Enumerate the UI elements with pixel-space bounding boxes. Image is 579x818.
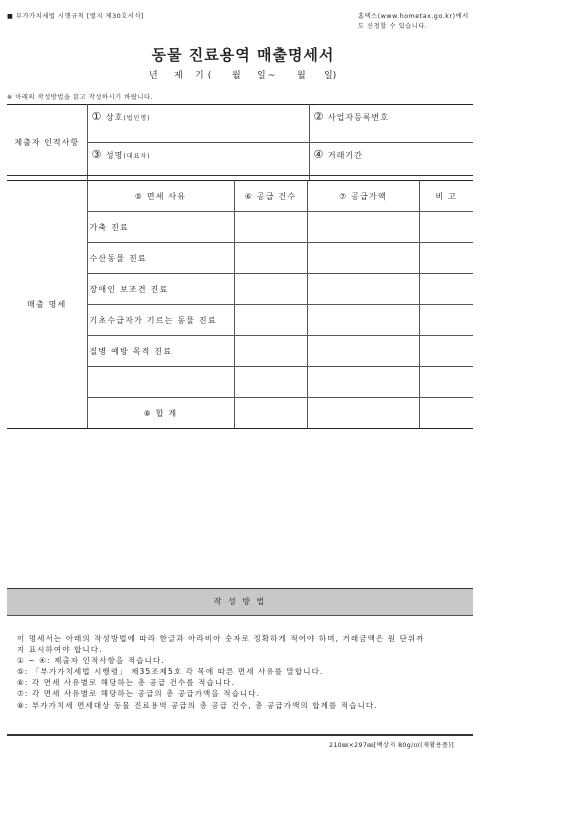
instructions-body: [17, 633, 473, 711]
total-value-cell[interactable]: [307, 398, 419, 429]
supply-value-cell[interactable]: [307, 336, 419, 367]
total-count-cell[interactable]: [234, 398, 307, 429]
submitter-info-table: [7, 104, 473, 181]
header-exemption-reason: ⑤ 면세 사유: [87, 181, 234, 212]
period-day-end: 일): [324, 71, 337, 81]
sales-section-label: 매출 명세: [7, 181, 87, 429]
submitter-section-label: 제출자 인적사항: [7, 105, 87, 181]
instructions-header: [7, 588, 473, 616]
period-day-start: 일~: [257, 71, 278, 81]
instruction-note: ※ 아래의 작성방법을 읽고 작성하시기 바랍니다.: [7, 94, 154, 101]
field-number-1: ①: [91, 110, 103, 123]
business-name-sublabel: (법인명): [123, 115, 151, 122]
period-gi: 기(: [195, 71, 216, 81]
supply-count-cell[interactable]: [234, 305, 307, 336]
business-reg-number-field[interactable]: [309, 105, 473, 143]
paper-spec: 210㎜×297㎜[백상지 80g/㎡(재활용품)]: [329, 742, 455, 749]
supply-value-cell[interactable]: [307, 243, 419, 274]
field-number-3: ③: [91, 148, 103, 161]
instruction-line: ⑤: 「부가가치세법 시행령」 제35조제5호 각 목에 따른 면세 사유를 말합니다.: [17, 667, 324, 676]
field-number-2: ②: [313, 110, 325, 123]
row-reason-assistance-dog: 장애인 보조견 진료: [87, 274, 234, 305]
period-month-end: 월: [297, 71, 306, 81]
supply-count-cell[interactable]: [234, 212, 307, 243]
row-reason-aquatic: 수산동물 진료: [87, 243, 234, 274]
total-label: ⑧ 합 계: [87, 398, 234, 429]
header-remarks: 비 고: [419, 181, 473, 212]
supply-value-cell[interactable]: [307, 305, 419, 336]
supply-count-cell[interactable]: [234, 367, 307, 398]
representative-name-label: 성명: [105, 151, 124, 160]
supply-count-cell[interactable]: [234, 274, 307, 305]
header-supply-value: ⑦ 공급가액: [307, 181, 419, 212]
remarks-cell[interactable]: [419, 305, 473, 336]
divider-rule: [7, 175, 473, 176]
page-title: 동물 진료용역 매출명세서: [151, 46, 335, 64]
reporting-period: [0, 68, 579, 80]
supply-value-cell[interactable]: [307, 367, 419, 398]
instructions-title: 작 성 방 법: [213, 597, 267, 606]
supply-count-cell[interactable]: [234, 336, 307, 367]
representative-name-sublabel: (대표자): [123, 153, 151, 160]
hometax-note-line2: 도 신청할 수 있습니다.: [358, 23, 428, 30]
business-reg-number-label: 사업자등록번호: [327, 113, 390, 122]
supply-value-cell[interactable]: [307, 274, 419, 305]
field-number-4: ④: [313, 148, 325, 161]
hometax-note-line1: 홈택스(www.hometax.go.kr)에서: [358, 13, 469, 20]
remarks-cell[interactable]: [419, 243, 473, 274]
instruction-line: 지 표시하여야 합니다.: [17, 645, 103, 654]
business-name-field[interactable]: [87, 105, 309, 143]
instruction-line: ⑥: 각 면세 사유별로 해당하는 총 공급 건수를 적습니다.: [17, 678, 236, 687]
instruction-line: ⑦: 각 면세 사유별로 해당하는 공급의 총 공급가액을 적습니다.: [17, 689, 261, 698]
instruction-line: ⑧: 부가가치세 면세대상 동물 진료용역 공급의 총 공급 건수, 총 공급가액의 합계를 적습니다.: [17, 701, 378, 710]
form-reference: ■ 부가가치세법 시행규칙 [별지 제30호서식]: [7, 13, 145, 20]
period-year: 년: [149, 71, 158, 81]
total-remarks-cell[interactable]: [419, 398, 473, 429]
row-reason-disease-prevention: 질병 예방 목적 진료: [87, 336, 234, 367]
header-supply-count: ⑥ 공급 건수: [234, 181, 307, 212]
sales-detail-table: [7, 180, 473, 429]
bottom-rule: [7, 734, 473, 736]
remarks-cell[interactable]: [419, 212, 473, 243]
period-term: 제: [174, 71, 183, 81]
row-reason-livestock: 가축 진료: [87, 212, 234, 243]
instruction-line: ① ~ ④: 제출자 인적사항을 적습니다.: [17, 656, 165, 665]
supply-value-cell[interactable]: [307, 212, 419, 243]
remarks-cell[interactable]: [419, 367, 473, 398]
supply-count-cell[interactable]: [234, 243, 307, 274]
remarks-cell[interactable]: [419, 274, 473, 305]
instruction-line: 이 명세서는 아래의 작성방법에 따라 한글과 아라비아 숫자로 정확하게 적어야 하며, 거래금액은 원 단위까: [17, 634, 425, 643]
business-name-label: 상호: [105, 113, 124, 122]
period-month-start: 월: [232, 71, 241, 81]
row-reason-basic-recipient: 기초수급자가 기르는 동물 진료: [87, 305, 234, 336]
transaction-period-label: 거래기간: [327, 151, 363, 160]
row-reason-blank[interactable]: [87, 367, 234, 398]
remarks-cell[interactable]: [419, 336, 473, 367]
